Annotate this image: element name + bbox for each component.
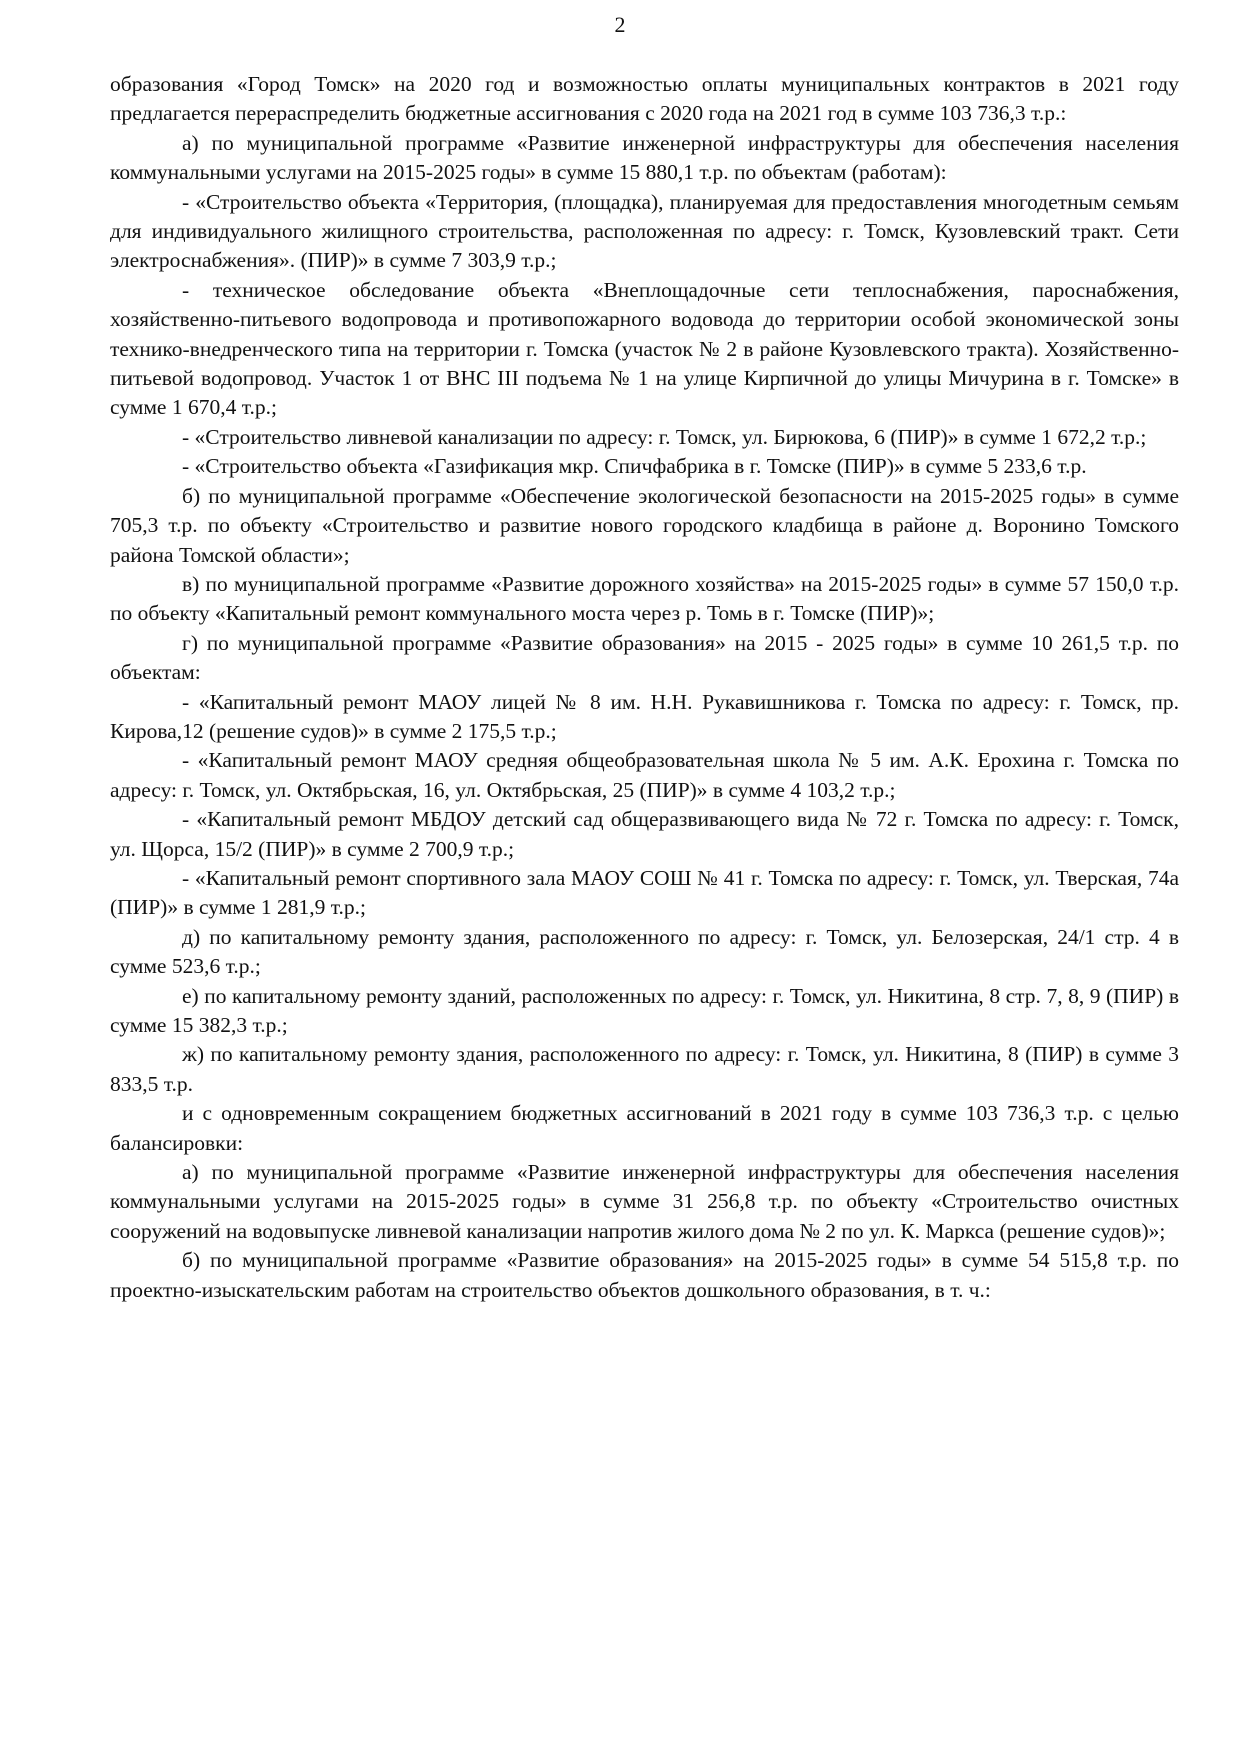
paragraph-item-b-ecology: б) по муниципальной программе «Обеспечение экологической безопасности на 2015-2025 годы» в сумме 705,3 т.р. по объекту «Строительство и развитие нового городского кладбища в районе д. Воронино Томского района Томской области»; bbox=[110, 483, 1179, 567]
paragraph-subitem-kindergarten-72: - «Капитальный ремонт МБДОУ детский сад общеразвивающего вида № 72 г. Томска по адресу: г. Томск, ул. Щорса, 15/2 (ПИР)» в сумме 2 700,9 т.р.; bbox=[110, 807, 1179, 861]
paragraph-reduction-item-b: б) по муниципальной программе «Развитие образования» на 2015-2025 годы» в сумме 54 515,8 т.р. по проектно-изыскательским работам на строительство объектов дошкольного образования, в т. ч.: bbox=[110, 1248, 1179, 1302]
paragraph-subitem-storm-sewer: - «Строительство ливневой канализации по адресу: г. Томск, ул. Бирюкова, 6 (ПИР)» в сумме 1 672,2 т.р.; bbox=[182, 424, 1147, 449]
paragraph-subitem-sports-hall-41: - «Капитальный ремонт спортивного зала МАОУ СОШ № 41 г. Томска по адресу: г. Томск, ул. Тверская, 74а (ПИР)» в сумме 1 281,9 т.р.; bbox=[110, 865, 1179, 920]
paragraph-item-d-belozerskaya: д) по капитальному ремонту здания, расположенного по адресу: г. Томск, ул. Белозерская, 24/1 стр. 4 в сумме 523,6 т.р.; bbox=[110, 924, 1179, 979]
paragraph-reduction-item-a: а) по муниципальной программе «Развитие инженерной инфраструктуры для обеспечения населения коммунальными услугами на 2015-2025 годы» в сумме 31 256,8 т.р. по объекту «Строительство очистных сооружений на водовыпуске ливневой канализации напротив жилого дома № 2 по ул. К. Маркса (решение судов)»; bbox=[110, 1160, 1179, 1243]
paragraph-continuation: образования «Город Томск» на 2020 год и возможностью оплаты муниципальных контрактов в 2021 году предлагается перераспределить бюджетные ассигнования с 2020 года на 2021 год в сумме 103 736,3 т.р.: bbox=[110, 72, 1179, 126]
paragraph-subitem-school-5: - «Капитальный ремонт МАОУ средняя общеобразовательная школа № 5 им. А.К. Ерохина г. Томска по адресу: г. Томск, ул. Октябрьская, 16, ул. Октябрьская, 25 (ПИР)» в сумме 4 103,2 т.р.; bbox=[110, 748, 1179, 802]
paragraph-subitem-inspection: - техническое обследование объекта «Внеплощадочные сети теплоснабжения, пароснабжения, хозяйственно-питьевого водопровода и противопожарного водовода до территории особой экономической зоны технико-внедренческого типа на территории г. Томска (участок № 2 в районе Кузовлевского тракта). Хозяйственно-питьевой водопровод. Участок 1 от ВНС III подъема № 1 на улице Кирпичной до улицы Мичурина в г. Томске» в сумме 1 670,4 т.р.; bbox=[110, 277, 1179, 420]
paragraph-subitem-territory: - «Строительство объекта «Территория, (площадка), планируемая для предоставления многодетным семьям для индивидуального жилищного строительства, расположенная по адресу: г. Томск, Кузовлевский тракт. Сети электроснабжения». (ПИР)» в сумме 7 303,9 т.р.; bbox=[110, 189, 1179, 273]
document-body bbox=[110, 70, 1179, 1305]
paragraph-item-e-nikitina-buildings: е) по капитальному ремонту зданий, расположенных по адресу: г. Томск, ул. Никитина, 8 стр. 7, 8, 9 (ПИР) в сумме 15 382,3 т.р.; bbox=[110, 983, 1179, 1037]
paragraph-item-g-education: г) по муниципальной программе «Развитие образования» на 2015 - 2025 годы» в сумме 10 261,5 т.р. по объектам: bbox=[110, 630, 1179, 685]
paragraph-item-v-roads: в) по муниципальной программе «Развитие дорожного хозяйства» на 2015-2025 годы» в сумме 57 150,0 т.р. по объекту «Капитальный ремонт коммунального моста через р. Томь в г. Томске (ПИР)»; bbox=[110, 571, 1179, 626]
page-number: 2 bbox=[614, 12, 626, 37]
paragraph-subitem-lyceum-8: - «Капитальный ремонт МАОУ лицей № 8 им. Н.Н. Рукавишникова г. Томска по адресу: г. Томск, пр. Кирова,12 (решение судов)» в сумме 2 175,5 т.р.; bbox=[110, 689, 1179, 743]
paragraph-item-zh-nikitina-building: ж) по капитальному ремонту здания, расположенного по адресу: г. Томск, ул. Никитина, 8 (ПИР) в сумме 3 833,5 т.р. bbox=[110, 1042, 1179, 1096]
paragraph-subitem-gasification: - «Строительство объекта «Газификация мкр. Спичфабрика в г. Томске (ПИР)» в сумме 5 233,6 т.р. bbox=[182, 454, 1087, 479]
paragraph-item-a-engineering: а) по муниципальной программе «Развитие инженерной инфраструктуры для обеспечения населения коммунальными услугами на 2015-2025 годы» в сумме 15 880,1 т.р. по объектам (работам): bbox=[110, 130, 1179, 185]
paragraph-reduction-intro: и с одновременным сокращением бюджетных ассигнований в 2021 году в сумме 103 736,3 т.р. с целью балансировки: bbox=[110, 1101, 1179, 1155]
